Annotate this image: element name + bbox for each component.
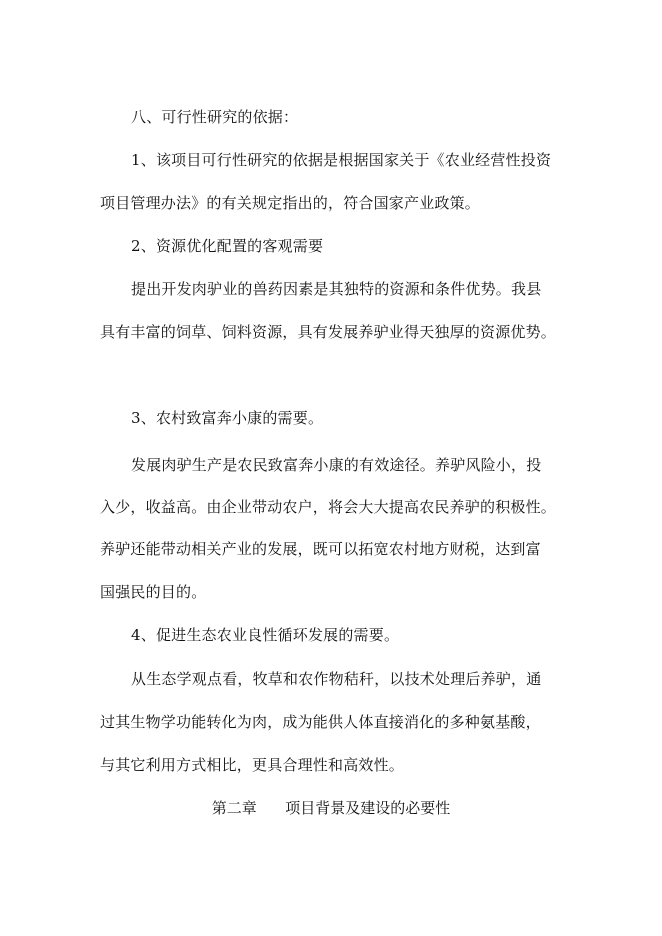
point3-line3: 养驴还能带动相关产业的发展，既可以拓宽农村地方财税，达到富 [100, 540, 541, 558]
point4-line2: 过其生物学功能转化为肉，成为能供人体直接消化的多种氨基酸， [100, 713, 541, 731]
point4-line1: 从生态学观点看，牧草和农作物秸秆，以技术处理后养驴，通 [131, 670, 542, 688]
point3-line2: 入少，收益高。由企业带动农户，将会大大提高农民养驴的积极性。 [100, 498, 557, 516]
point1-line1: 1、该项目可行性研究的依据是根据国家关于《农业经营性投资 [131, 151, 552, 169]
point1-line2: 项目管理办法》的有关规定指出的，符合国家产业政策。 [100, 194, 481, 212]
point3-line4: 国强民的目的。 [100, 583, 207, 601]
section-heading: 八、可行性研究的依据： [131, 108, 299, 126]
point2-title: 2、资源优化配置的客观需要 [131, 237, 324, 255]
point3-title: 3、农村致富奔小康的需要。 [131, 409, 324, 427]
point2-line1: 提出开发肉驴业的兽药因素是其独特的资源和条件优势。我县 [131, 280, 542, 298]
point4-line3: 与其它利用方式相比，更具合理性和高效性。 [100, 756, 405, 774]
point3-line1: 发展肉驴生产是农民致富奔小康的有效途径。养驴风险小，投 [131, 456, 542, 474]
point4-title: 4、促进生态农业良性循环发展的需要。 [131, 626, 400, 644]
point2-line2: 具有丰富的饲草、饲料资源，具有发展养驴业得天独厚的资源优势。 [100, 323, 557, 341]
chapter-heading: 第二章 项目背景及建设的必要性 [211, 799, 451, 817]
